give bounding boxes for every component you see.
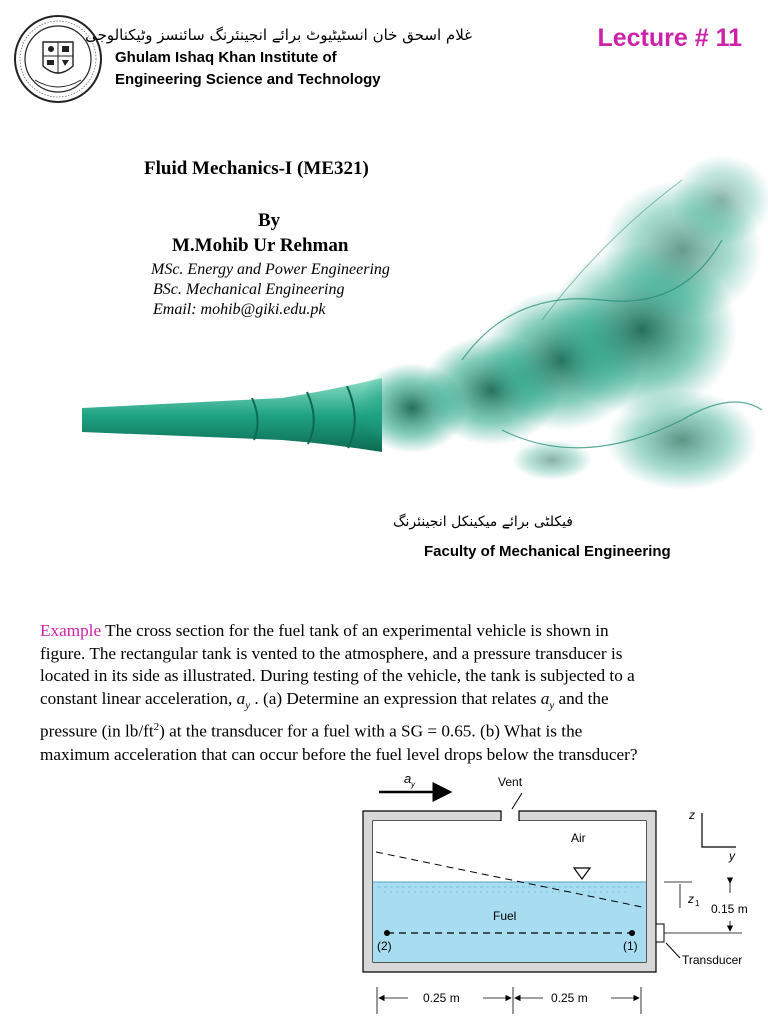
lecture-number: Lecture # 11: [597, 24, 742, 52]
fuel-tank-diagram: [350, 765, 768, 1024]
air-region: [373, 821, 646, 882]
transducer-body: [656, 924, 664, 942]
point-1-marker: [629, 930, 635, 936]
by-label: By: [258, 210, 281, 231]
author-name: M.Mohib Ur Rehman: [172, 235, 349, 256]
axes-icon: [702, 813, 736, 847]
z1-subscript: 1: [695, 899, 700, 908]
example-line-4: constant linear acceleration, $a_y$ . (a) Determine an expression that relates $a_y$ and the: [40, 688, 609, 711]
example-problem-text: [40, 620, 740, 766]
institute-name-urdu: غلام اسحق خان انسٹیٹیوٹ برائے انجینئرنگ سائنسز وٹیکنالوجی: [85, 26, 472, 44]
air-label: Air: [571, 831, 586, 845]
example-line-6: maximum acceleration that can occur before the fuel level drops below the transducer?: [40, 744, 638, 764]
z-axis-label: z: [689, 808, 695, 822]
point-2-label: (2): [377, 939, 392, 953]
course-title: Fluid Mechanics-I (ME321): [144, 158, 369, 179]
point-1-label: (1): [623, 939, 638, 953]
author-credential-msc: MSc. Energy and Power Engineering: [151, 261, 390, 278]
right-width-label: 0.25 m: [551, 991, 588, 1005]
transducer-pointer: [666, 943, 680, 958]
height-label: 0.15 m: [711, 902, 748, 916]
institute-name-line2: Engineering Science and Technology: [115, 71, 381, 88]
vent-label: Vent: [498, 775, 523, 789]
z1-label: z: [688, 892, 694, 906]
smoke-plume-image: [82, 140, 768, 520]
example-line-1: Example The cross section for the fuel tank of an experimental vehicle is shown in: [40, 621, 609, 640]
author-credential-bsc: BSc. Mechanical Engineering: [153, 281, 345, 298]
example-line-3: located in its side as illustrated. During testing of the vehicle, the tank is subjected to a: [40, 666, 635, 685]
author-email: Email: mohib@giki.edu.pk: [153, 301, 326, 318]
accel-symbol: a: [404, 771, 412, 786]
institute-name-line1: Ghulam Ishaq Khan Institute of: [115, 49, 337, 66]
example-line-2: figure. The rectangular tank is vented to the atmosphere, and a pressure transducer is: [40, 643, 623, 663]
example-label: Example: [40, 621, 102, 640]
faculty-name: Faculty of Mechanical Engineering: [424, 543, 671, 560]
example-line-5: pressure (in $lb/ft^2$) at the transducer for a fuel with a SG = 0.65. (b) What is the: [40, 721, 583, 742]
transducer-label: Transducer: [682, 953, 743, 967]
y-axis-label: y: [729, 849, 735, 863]
vent-pointer: [512, 793, 522, 809]
faculty-name-urdu: فیکلٹی برائے میکینکل انجینئرنگ: [392, 514, 573, 530]
left-width-label: 0.25 m: [423, 991, 460, 1005]
fuel-label: Fuel: [493, 909, 517, 923]
accel-subscript: y: [411, 780, 415, 789]
point-2-marker: [384, 930, 390, 936]
